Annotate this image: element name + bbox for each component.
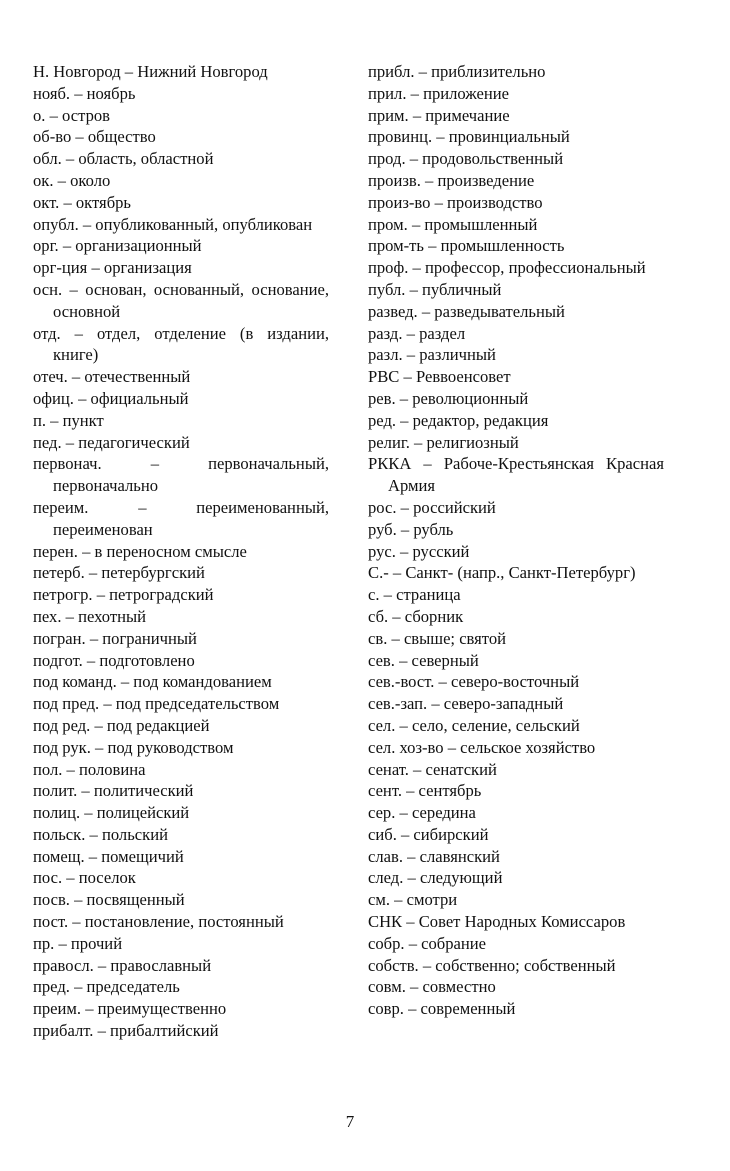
abbreviation-entry: о. – остров bbox=[33, 105, 110, 125]
abbreviation-entry: полиц. – полицейский bbox=[33, 803, 190, 823]
abbreviation-entry: правосл. – православный bbox=[33, 955, 212, 975]
abbreviation-entry: произ-во – производство bbox=[368, 192, 543, 212]
abbreviation-entry: РККА – Рабоче-Крестьянская Красная Армия bbox=[368, 454, 664, 496]
abbreviation-entry: окт. – октябрь bbox=[33, 192, 131, 212]
abbreviation-entry: см. – смотри bbox=[368, 890, 458, 910]
abbreviation-entry: пех. – пехотный bbox=[33, 606, 146, 626]
abbreviation-entry: сел. хоз-во – сельское хозяйство bbox=[368, 737, 596, 757]
abbreviation-entry: произв. – произведение bbox=[368, 170, 535, 190]
abbreviation-entry: прим. – примечание bbox=[368, 105, 510, 125]
abbreviation-entry: полит. – политический bbox=[33, 781, 194, 801]
abbreviation-entry: прибалт. – прибалтийский bbox=[33, 1021, 219, 1041]
abbreviation-entry: сев.-зап. – северо-западный bbox=[368, 694, 564, 714]
abbreviation-entry: пос. – поселок bbox=[33, 868, 136, 888]
abbreviation-entry: переим. – переименованный, переименован bbox=[33, 497, 329, 539]
abbreviation-entry: под ред. – под редакцией bbox=[33, 715, 210, 735]
abbreviation-entry: преим. – преимущественно bbox=[33, 999, 227, 1019]
abbreviation-entry: СНК – Совет Народных Комиссаров bbox=[368, 912, 626, 932]
abbreviation-entry: прибл. – приблизительно bbox=[368, 62, 546, 81]
abbreviation-entry: об-во – общество bbox=[33, 127, 156, 147]
right-column bbox=[368, 61, 664, 1020]
abbreviation-entry: провинц. – провинциальный bbox=[368, 127, 570, 147]
abbreviation-entry: под рук. – под руководством bbox=[33, 737, 234, 757]
abbreviation-entry: под пред. – под председательством bbox=[33, 694, 280, 714]
abbreviation-entry: РВС – Реввоенсовет bbox=[368, 367, 511, 387]
abbreviation-entry: опубл. – опубликованный, опубликован bbox=[33, 214, 313, 234]
abbreviation-entry: под команд. – под командованием bbox=[33, 672, 272, 692]
abbreviation-entry: сер. – середина bbox=[368, 803, 476, 823]
abbreviation-entry: след. – следующий bbox=[368, 868, 503, 888]
abbreviation-entry: петерб. – петербургский bbox=[33, 563, 205, 583]
abbreviation-entry: пед. – педагогический bbox=[33, 432, 190, 452]
abbreviation-entry: пром. – промышленный bbox=[368, 214, 538, 234]
abbreviation-entry: нояб. – ноябрь bbox=[33, 83, 136, 103]
left-column bbox=[33, 61, 329, 1042]
abbreviation-entry: руб. – рубль bbox=[368, 519, 454, 539]
abbreviation-entry: собр. – собрание bbox=[368, 933, 487, 953]
abbreviation-entry: совм. – совместно bbox=[368, 977, 496, 997]
abbreviation-entry: св. – свыше; святой bbox=[368, 628, 507, 648]
abbreviation-entry: отд. – отдел, отделение (в издании, книге) bbox=[33, 323, 329, 365]
abbreviation-entry: сенат. – сенатский bbox=[368, 759, 497, 779]
abbreviation-entry: рос. – российский bbox=[368, 497, 496, 517]
abbreviation-entry: отеч. – отечественный bbox=[33, 367, 191, 387]
abbreviation-entry: слав. – славянский bbox=[368, 846, 500, 866]
abbreviation-entry: обл. – область, областной bbox=[33, 149, 214, 169]
abbreviation-entry: осн. – основан, основанный, основание, основной bbox=[33, 279, 329, 321]
abbreviation-entry: сев.-вост. – северо-восточный bbox=[368, 672, 580, 692]
abbreviation-entry: совр. – современный bbox=[368, 999, 516, 1019]
abbreviation-entry: публ. – публичный bbox=[368, 279, 502, 299]
abbreviation-entry: погран. – пограничный bbox=[33, 628, 197, 648]
abbreviation-entry: сев. – северный bbox=[368, 650, 479, 670]
abbreviation-entry: прод. – продовольственный bbox=[368, 149, 564, 169]
abbreviation-entry: религ. – религиозный bbox=[368, 432, 519, 452]
abbreviation-entry: п. – пункт bbox=[33, 410, 104, 430]
page-number: 7 bbox=[345, 1112, 355, 1131]
abbreviation-entry: разд. – раздел bbox=[368, 323, 466, 343]
abbreviation-entry: перен. – в переносном смысле bbox=[33, 541, 247, 561]
abbreviation-entry: сб. – сборник bbox=[368, 606, 464, 626]
abbreviation-entry: первонач. – первоначальный, первоначально bbox=[33, 454, 329, 496]
abbreviation-entry: офиц. – официальный bbox=[33, 388, 189, 408]
abbreviation-entry: польск. – польский bbox=[33, 824, 168, 844]
abbreviation-entry: проф. – профессор, профессиональный bbox=[368, 258, 646, 278]
abbreviation-entry: разл. – различный bbox=[368, 345, 496, 365]
abbreviation-entry: ред. – редактор, редакция bbox=[368, 410, 549, 430]
abbreviation-entry: сент. – сентябрь bbox=[368, 781, 482, 801]
abbreviation-entry: С.- – Санкт- (напр., Санкт-Петербург) bbox=[368, 563, 636, 583]
abbreviation-entry: ок. – около bbox=[33, 170, 111, 190]
abbreviation-entry: пост. – постановление, постоянный bbox=[33, 912, 284, 932]
abbreviation-entry: рус. – русский bbox=[368, 541, 470, 561]
abbreviation-entry: петрогр. – петроградский bbox=[33, 585, 214, 605]
abbreviation-entry: пол. – половина bbox=[33, 759, 146, 779]
abbreviation-entry: развед. – разведывательный bbox=[368, 301, 565, 321]
abbreviation-entry: орг-ция – организация bbox=[33, 258, 192, 278]
abbreviation-entry: собств. – собственно; собственный bbox=[368, 955, 616, 975]
abbreviation-entry: с. – страница bbox=[368, 585, 461, 605]
abbreviation-entry: пред. – председатель bbox=[33, 977, 180, 997]
abbreviation-entry: прил. – приложение bbox=[368, 83, 510, 103]
abbreviation-entry: помещ. – помещичий bbox=[33, 846, 184, 866]
abbreviation-entry: сиб. – сибирский bbox=[368, 824, 489, 844]
abbreviation-entry: сел. – село, селение, сельский bbox=[368, 715, 580, 735]
abbreviation-entry: пром-ть – промышленность bbox=[368, 236, 565, 256]
abbreviation-entry: орг. – организационный bbox=[33, 236, 202, 256]
abbreviation-entry: посв. – посвященный bbox=[33, 890, 185, 910]
abbreviation-entry: рев. – революционный bbox=[368, 388, 529, 408]
abbreviation-entry: пр. – прочий bbox=[33, 933, 123, 953]
abbreviation-entry: подгот. – подготовлено bbox=[33, 650, 195, 670]
abbreviation-entry: Н. Новгород – Нижний Новгород bbox=[33, 62, 268, 81]
